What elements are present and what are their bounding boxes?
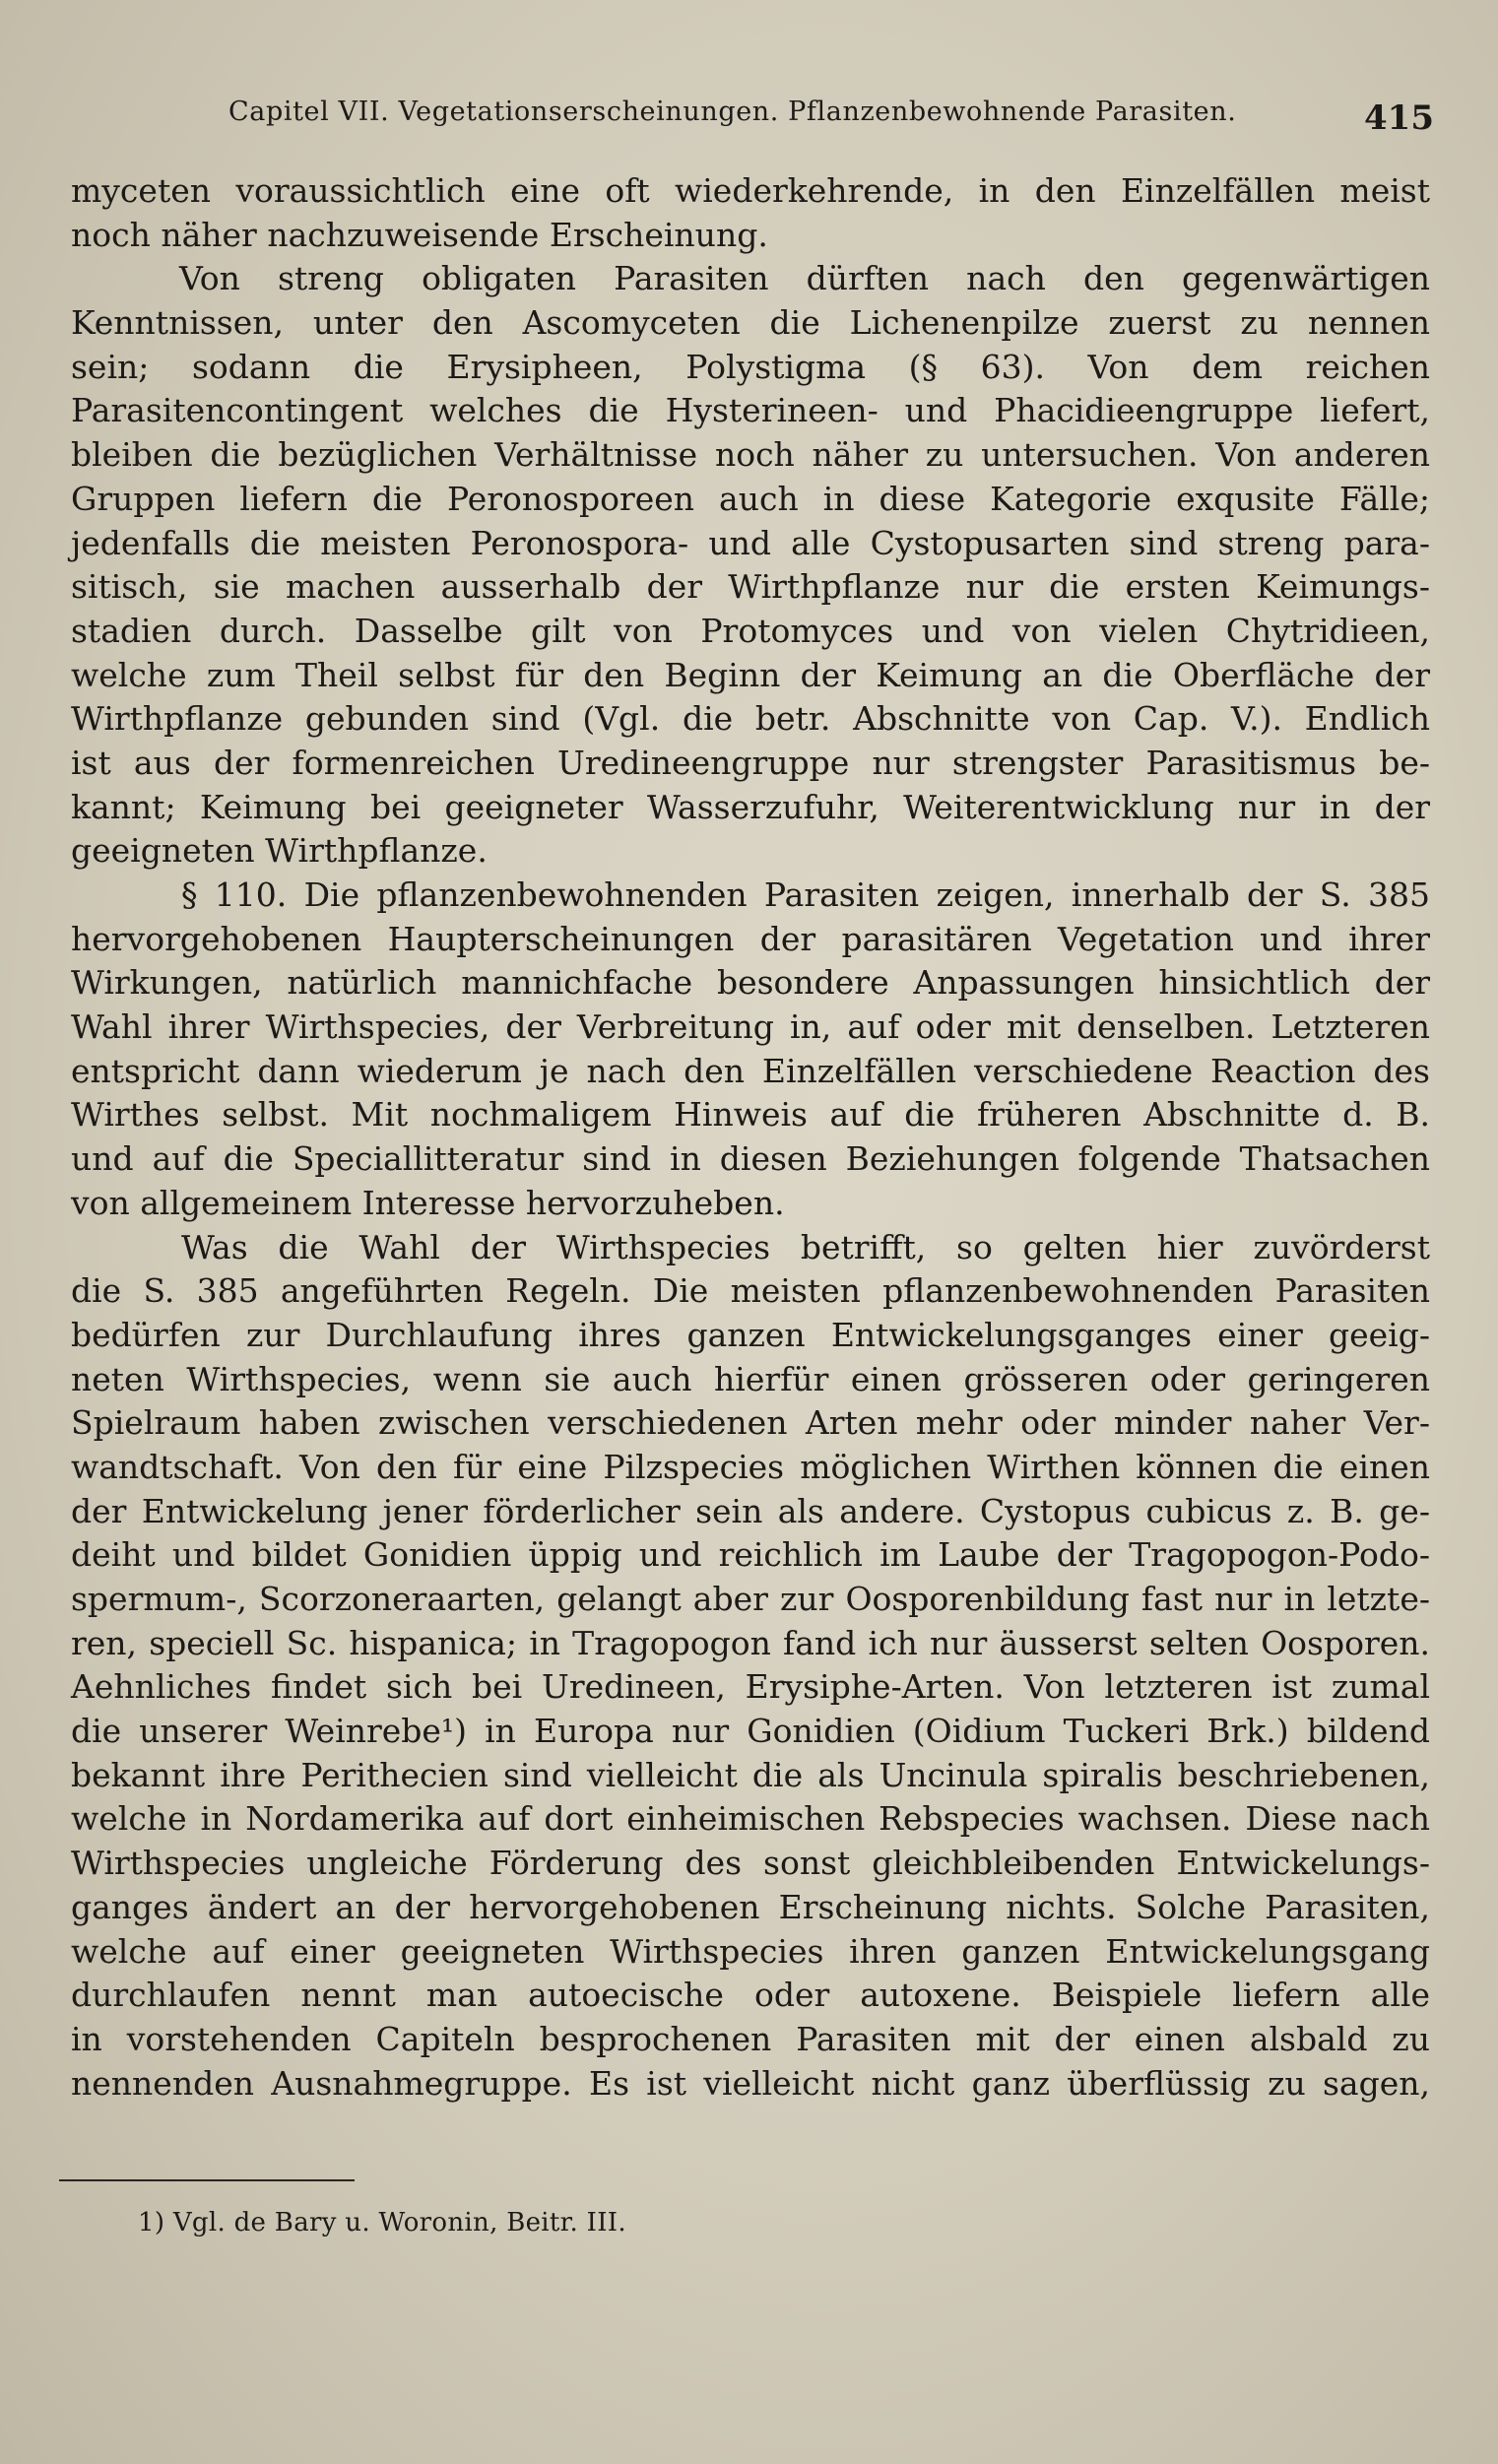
- text-line: der Entwickelung jener förderlicher sein als andere. Cystopus cubicus z. B. ge-: [71, 1491, 1430, 1530]
- text-line: welche zum Theil selbst für den Beginn der Keimung an die Oberfläche der: [71, 655, 1430, 694]
- text-line: welche auf einer geeigneten Wirthspecies ihren ganzen Entwickelungsgang: [71, 1931, 1430, 1971]
- text-line: Wahl ihrer Wirthspecies, der Verbreitung in, auf oder mit denselben. Letzteren: [71, 1007, 1430, 1047]
- text-line: von allgemeinem Interesse hervorzuheben.: [71, 1183, 785, 1222]
- text-line: durchlaufen nennt man autoecische oder autoxene. Beispiele liefern alle: [71, 1976, 1430, 2015]
- text-line: Kenntnissen, unter den Ascomyceten die Lichenenpilze zuerst zu nennen: [71, 303, 1430, 343]
- text-line: neten Wirthspecies, wenn sie auch hierfür einen grösseren oder geringeren: [71, 1359, 1430, 1398]
- text-line: sitisch, sie machen ausserhalb der Wirthpflanze nur die ersten Keimungs-: [71, 567, 1430, 607]
- text-line: deiht und bildet Gonidien üppig und reichlich im Laube der Tragopogon-Podo-: [71, 1535, 1430, 1575]
- text-line: wandtschaft. Von den für eine Pilzspecies möglichen Wirthen können die einen: [71, 1447, 1430, 1486]
- text-line: stadien durch. Dasselbe gilt von Protomyces und von vielen Chytridieen,: [71, 611, 1430, 650]
- text-line: jedenfalls die meisten Peronospora- und alle Cystopusarten sind streng para-: [71, 523, 1430, 562]
- text-line: hervorgehobenen Haupterscheinungen der parasitären Vegetation und ihrer: [71, 919, 1430, 958]
- text-line: Spielraum haben zwischen verschiedenen Arten mehr oder minder naher Ver-: [71, 1403, 1430, 1443]
- text-line: kannt; Keimung bei geeigneter Wasserzufuhr, Weiterentwicklung nur in der: [71, 787, 1430, 826]
- text-line: nennenden Ausnahmegruppe. Es ist vielleicht nicht ganz überflüssig zu sagen,: [71, 2063, 1430, 2103]
- text-line: Aehnliches findet sich bei Uredineen, Erysiphe-Arten. Von letzteren ist zumal: [71, 1667, 1430, 1707]
- text-line: bedürfen zur Durchlaufung ihres ganzen Entwickelungsganges einer geeig-: [71, 1315, 1430, 1354]
- text-line: welche in Nordamerika auf dort einheimischen Rebspecies wachsen. Diese nach: [71, 1799, 1430, 1839]
- text-line: entspricht dann wiederum je nach den Einzelfällen verschiedene Reaction des: [71, 1051, 1430, 1090]
- text-line: noch näher nachzuweisende Erscheinung.: [71, 215, 768, 254]
- text-line: und auf die Speciallitteratur sind in diesen Beziehungen folgende Thatsachen: [71, 1139, 1430, 1179]
- text-line: ganges ändert an der hervorgehobenen Erscheinung nichts. Solche Parasiten,: [71, 1887, 1430, 1926]
- text-line: sein; sodann die Erysipheen, Polystigma (§ 63). Von dem reichen: [71, 347, 1430, 386]
- text-line: Gruppen liefern die Peronosporeen auch in diese Kategorie exqusite Fälle;: [71, 479, 1430, 518]
- text-line: Parasitencontingent welches die Hysterineen- und Phacidieengruppe liefert,: [71, 391, 1430, 430]
- text-line: Wirthpflanze gebunden sind (Vgl. die betr. Abschnitte von Cap. V.). Endlich: [71, 699, 1430, 739]
- text-line: myceten voraussichtlich eine oft wiederkehrende, in den Einzelfällen meist: [71, 171, 1430, 210]
- text-line: geeigneten Wirthpflanze.: [71, 831, 488, 871]
- text-line: spermum-, Scorzoneraarten, gelangt aber zur Oosporenbildung fast nur in letzte-: [71, 1580, 1430, 1618]
- text-line: in vorstehenden Capiteln besprochenen Parasiten mit der einen alsbald zu: [71, 2019, 1430, 2058]
- footnote: 1) Vgl. de Bary u. Woronin, Beitr. III.: [138, 2208, 626, 2237]
- body-text: [71, 169, 1430, 2106]
- text-line: die unserer Weinrebe¹) in Europa nur Gonidien (Oidium Tuckeri Brk.) bildend: [71, 1712, 1430, 1751]
- text-line: Wirthes selbst. Mit nochmaligem Hinweis auf die früheren Abschnitte d. B.: [71, 1095, 1430, 1135]
- text-line: Wirthspecies ungleiche Förderung des sonst gleichbleibenden Entwickelungs-: [71, 1844, 1430, 1883]
- running-head: Capitel VII. Vegetationserscheinungen. Pflanzenbewohnende Parasiten.: [228, 97, 1237, 127]
- text-line: die S. 385 angeführten Regeln. Die meisten pflanzenbewohnenden Parasiten: [71, 1271, 1430, 1311]
- footnote-divider: [59, 2179, 355, 2181]
- text-line: ist aus der formenreichen Uredineengruppe nur strengster Parasitismus be-: [71, 743, 1430, 782]
- text-line: ren, speciell Sc. hispanica; in Tragopogon fand ich nur äusserst selten Oosporen.: [71, 1623, 1430, 1662]
- page-number: 415: [1364, 98, 1434, 138]
- text-line: Was die Wahl der Wirthspecies betrifft, so gelten hier zuvörderst: [181, 1227, 1430, 1266]
- text-line: § 110. Die pflanzenbewohnenden Parasiten zeigen, innerhalb der S. 385: [181, 875, 1430, 914]
- text-line: Von streng obligaten Parasiten dürften nach den gegenwärtigen: [179, 259, 1430, 298]
- text-line: bleiben die bezüglichen Verhältnisse noch näher zu untersuchen. Von anderen: [71, 435, 1430, 475]
- text-line: Wirkungen, natürlich mannichfache besondere Anpassungen hinsichtlich der: [71, 963, 1430, 1003]
- text-line: bekannt ihre Perithecien sind vielleicht die als Uncinula spiralis beschriebenen,: [71, 1755, 1430, 1794]
